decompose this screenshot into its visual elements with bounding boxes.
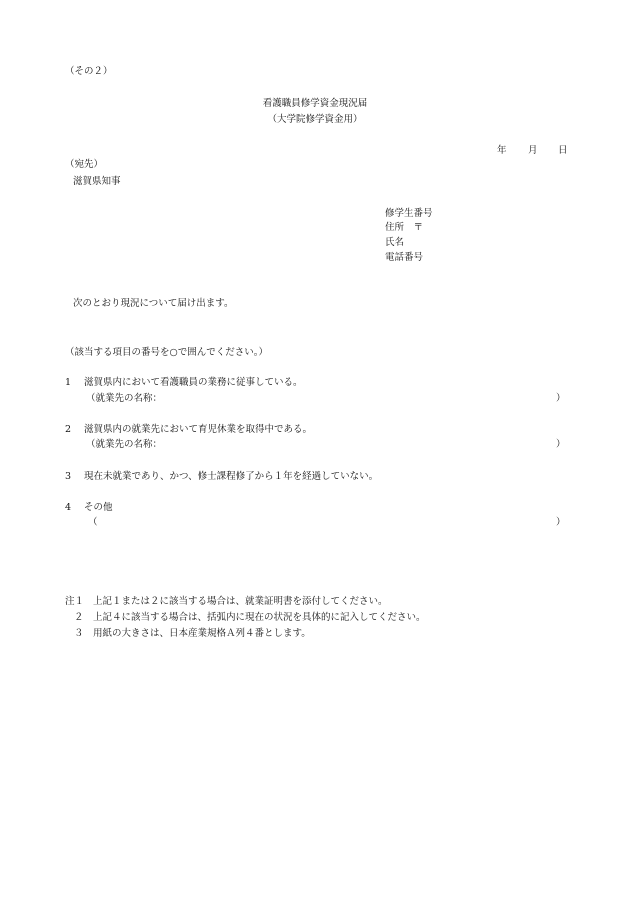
addressee-label: （宛先） — [65, 159, 104, 170]
item-subfield-label: （就業先の名称： — [86, 393, 163, 404]
date-day-label: 日 — [558, 145, 568, 156]
item-number: 1 — [65, 377, 72, 388]
address-label: 住所 〒 — [385, 222, 424, 233]
phone-label: 電話番号 — [385, 252, 424, 263]
form-number: （その２） — [65, 66, 113, 77]
addressee-name: 滋賀県知事 — [73, 176, 121, 187]
intro-text: 次のとおり現況について届け出ます。 — [73, 298, 234, 309]
item-text: 滋賀県内の就業先において育児休業を取得中である。 — [84, 424, 313, 435]
date-year-label: 年 — [497, 145, 507, 156]
form-title: 看護職員修学資金現況届 — [262, 98, 368, 109]
form-subtitle: （大学院修学資金用） — [267, 114, 363, 125]
student-number-label: 修学生番号 — [385, 208, 433, 219]
item-subfield-close: ） — [556, 517, 566, 528]
instruction-text: （該当する項目の番号を○で囲んでください。） — [65, 347, 269, 358]
note-text: 上記１または２に該当する場合は、就業証明書を添付してください。 — [93, 596, 388, 607]
note-text: 用紙の大きさは、日本産業規格Ａ列４番とします。 — [93, 628, 311, 639]
item-subfield-close: ） — [556, 439, 566, 450]
item-number: 3 — [65, 471, 72, 482]
notes-label: 注１ — [65, 596, 85, 607]
item-text: 滋賀県内において看護職員の業務に従事している。 — [84, 377, 303, 388]
item-text: その他 — [84, 502, 113, 513]
item-subfield-close: ） — [556, 393, 566, 404]
name-label: 氏名 — [385, 237, 405, 248]
note-text: 上記４に該当する場合は、括弧内に現在の状況を具体的に記入してください。 — [93, 612, 426, 623]
date-month-label: 月 — [528, 145, 538, 156]
item-subfield-label: （ — [88, 517, 98, 528]
note-number: ２ — [74, 612, 84, 623]
item-text: 現在未就業であり、かつ、修士課程修了から１年を経過していない。 — [84, 471, 379, 482]
item-number: 4 — [65, 502, 72, 513]
item-number: 2 — [65, 424, 72, 435]
note-number: ３ — [74, 628, 84, 639]
item-subfield-label: （就業先の名称： — [86, 439, 163, 450]
